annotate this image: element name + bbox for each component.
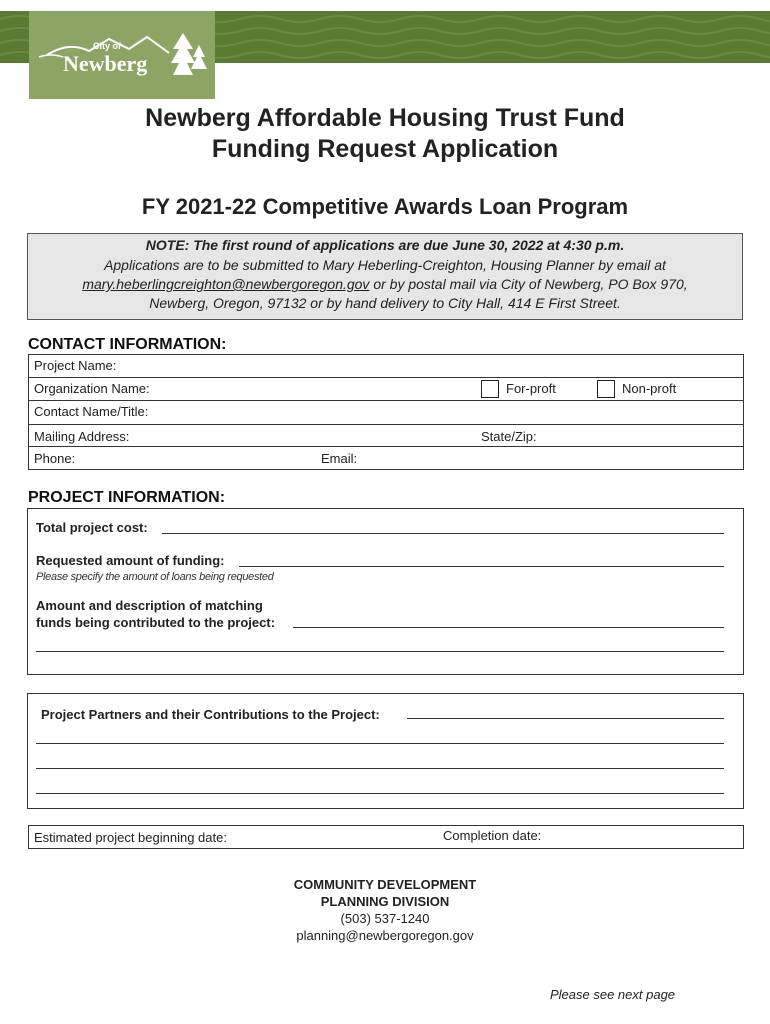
state-zip-label: State/Zip: xyxy=(481,429,537,444)
note-submission: Applications are to be submitted to Mary Heberling-Creighton, Housing Planner by email at xyxy=(104,257,666,273)
for-profit-label: For-proft xyxy=(506,381,556,396)
project-heading: PROJECT INFORMATION: xyxy=(28,489,226,506)
non-profit-label: Non-proft xyxy=(622,381,677,396)
logo-name: Newberg xyxy=(63,51,148,76)
email-label: Email: xyxy=(321,451,358,466)
project-info-box xyxy=(27,508,744,675)
note-address: Newberg, Oregon, 97132 or by hand delivery to City Hall, 414 E First Street. xyxy=(149,295,621,311)
logo-city-of: City of xyxy=(93,41,121,51)
contact-name-label: Contact Name/Title: xyxy=(34,404,149,419)
partners-field-2[interactable] xyxy=(36,743,724,744)
matching-funds-label-line1: Amount and description of matching xyxy=(36,598,263,613)
footer-phone: (503) 537-1240 xyxy=(340,911,430,926)
requested-amount-hint: Please specify the amount of loans being requested xyxy=(36,571,274,583)
non-profit-checkbox[interactable] xyxy=(597,380,615,398)
page-subtitle: FY 2021-22 Competitive Awards Loan Program xyxy=(141,194,629,219)
requested-amount-field[interactable] xyxy=(239,566,724,567)
contact-form xyxy=(28,354,744,470)
phone-label: Phone: xyxy=(34,451,76,466)
page-title-line1: Newberg Affordable Housing Trust Fund xyxy=(145,104,625,132)
total-cost-field[interactable] xyxy=(162,533,724,534)
project-name-label: Project Name: xyxy=(34,358,117,373)
partners-field-3[interactable] xyxy=(36,768,724,769)
dates-row xyxy=(28,825,744,849)
page-title-line2: Funding Request Application xyxy=(211,135,559,163)
note-box xyxy=(27,233,743,320)
matching-funds-field[interactable] xyxy=(293,627,724,628)
partners-label: Project Partners and their Contributions to the Project: xyxy=(41,707,380,722)
footer-division: PLANNING DIVISION xyxy=(320,894,450,909)
note-deadline: NOTE: The first round of applications are due June 30, 2022 at 4:30 p.m. xyxy=(145,237,625,253)
for-profit-checkbox[interactable] xyxy=(481,380,499,398)
matching-funds-field-2[interactable] xyxy=(36,651,724,652)
note-email-line xyxy=(28,276,742,292)
city-logo xyxy=(29,11,215,99)
total-cost-label: Total project cost: xyxy=(36,520,148,535)
mailing-address-label: Mailing Address: xyxy=(34,429,130,444)
note-postal: or by postal mail via City of Newberg, PO Box 970, xyxy=(369,276,688,292)
organization-name-label: Organization Name: xyxy=(34,381,150,396)
email-link[interactable]: mary.heberlingcreighton@newbergoregon.gov xyxy=(82,276,370,292)
partners-box xyxy=(27,693,744,809)
footer-department: COMMUNITY DEVELOPMENT xyxy=(293,877,477,892)
next-page-note: Please see next page xyxy=(550,987,676,1002)
contact-heading: CONTACT INFORMATION: xyxy=(28,336,227,353)
completion-date-label: Completion date: xyxy=(443,828,542,843)
beginning-date-label: Estimated project beginning date: xyxy=(34,830,227,845)
footer-email: planning@newbergoregon.gov xyxy=(296,928,474,943)
tree-icon xyxy=(169,31,209,81)
partners-field-4[interactable] xyxy=(36,793,724,794)
requested-amount-label: Requested amount of funding: xyxy=(36,553,225,568)
partners-field[interactable] xyxy=(407,718,724,719)
matching-funds-label-line2: funds being contributed to the project: xyxy=(36,615,276,630)
